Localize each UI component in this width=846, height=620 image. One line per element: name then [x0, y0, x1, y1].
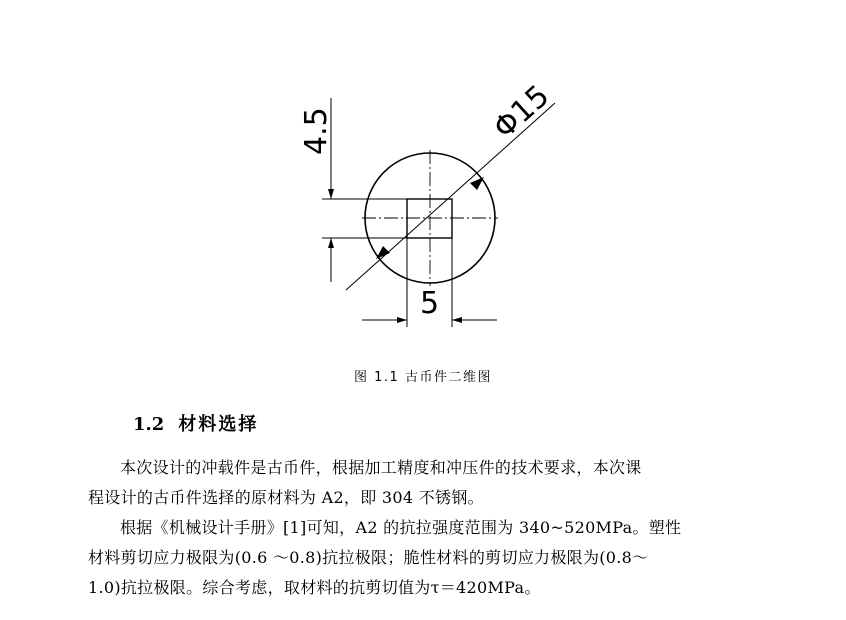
paragraph-strength	[88, 513, 788, 603]
paragraph-line: 1.0)抗拉极限。综合考虑，取材料的抗剪切值为τ＝420MPa。	[88, 578, 541, 597]
square-hole	[407, 199, 452, 238]
diameter-arrow-upper	[470, 177, 484, 190]
paragraph-line: 本次设计的冲载件是古币件，根据加工精度和冲压件的技术要求，本次课	[120, 458, 642, 477]
dimension-horizontal-label: 5	[420, 286, 440, 321]
section-heading	[133, 410, 258, 436]
paragraph-line: 材料剪切应力极限为(0.6 ～0.8)抗拉极限；脆性材料的剪切应力极限为(0.8～	[88, 548, 649, 567]
paragraph-line: 程设计的古币件选择的原材料为 A2，即 304 不锈钢。	[88, 488, 484, 507]
dimension-vertical-label: 4.5	[299, 107, 334, 155]
paragraph-material	[88, 453, 788, 513]
section-title: 材料选择	[178, 414, 259, 435]
section-number: 1.2	[133, 414, 165, 435]
dimension-diameter-label: Φ15	[486, 78, 557, 146]
paragraph-line: 根据《机械设计手册》[1]可知，A2 的抗拉强度范围为 340~520MPa。塑性	[120, 518, 682, 537]
figure-caption: 图 1.1 古币件二维图	[354, 370, 492, 385]
